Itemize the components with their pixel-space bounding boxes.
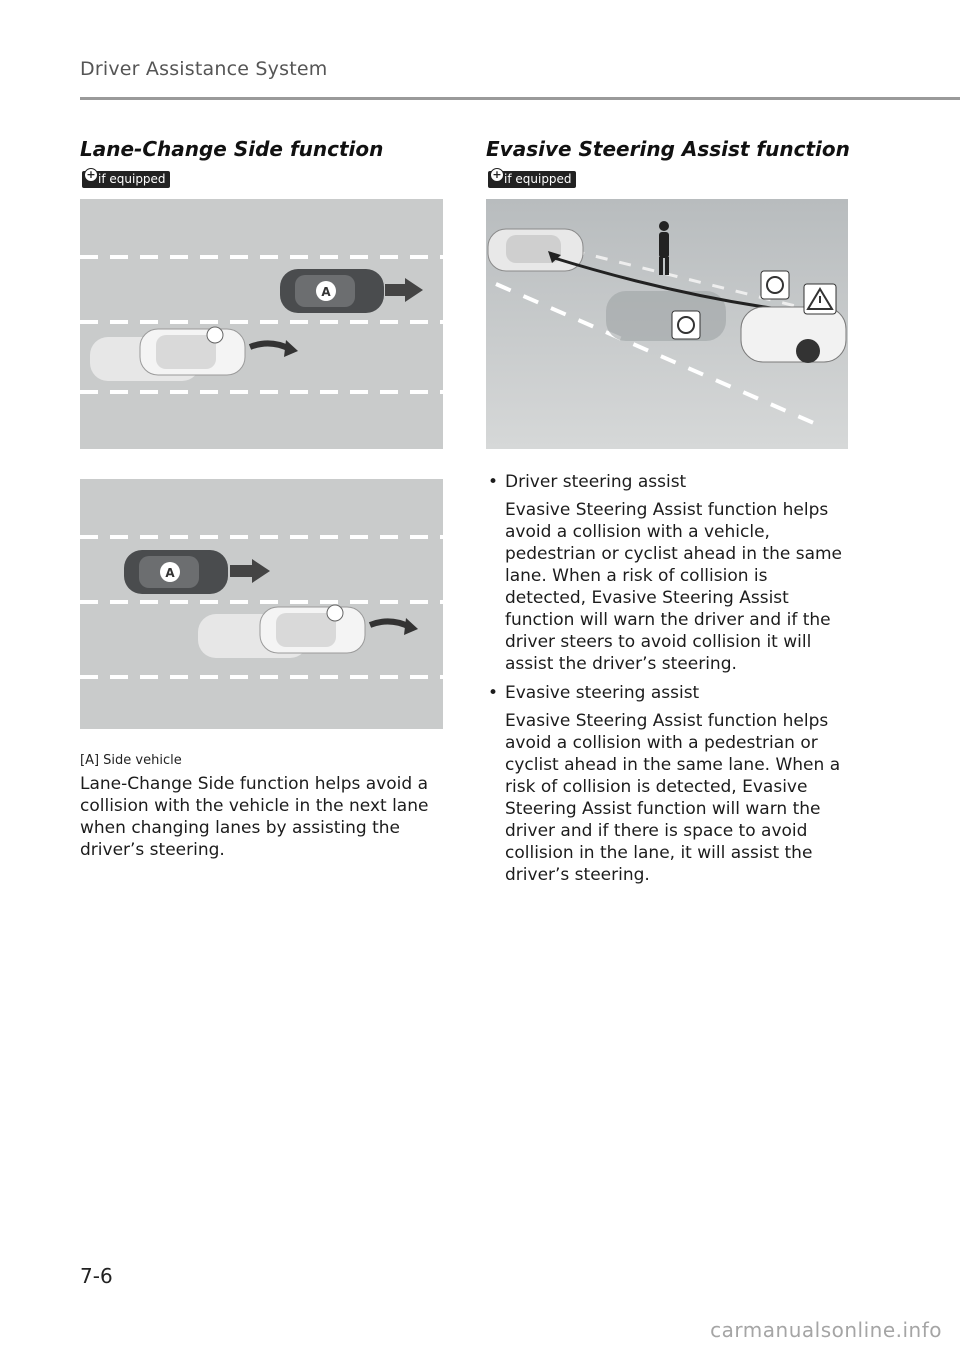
own-vehicle-car bbox=[741, 307, 846, 363]
lane-change-figure-top bbox=[80, 199, 443, 449]
evasive-steering-heading: Evasive Steering Assist function bbox=[486, 137, 850, 161]
bullet-driver-steering-assist bbox=[488, 471, 853, 675]
bullet-evasive-steering-assist bbox=[488, 682, 853, 886]
side-vehicle-car bbox=[280, 269, 384, 313]
figure-caption: [A] Side vehicle bbox=[80, 753, 182, 768]
running-header: Driver Assistance System bbox=[80, 58, 328, 80]
lane-change-illustration-1 bbox=[80, 199, 443, 449]
vehicle-label-a: A bbox=[321, 285, 331, 299]
side-vehicle-car bbox=[124, 550, 228, 594]
page-number: 7-6 bbox=[80, 1264, 113, 1288]
evasive-steering-figure bbox=[486, 199, 848, 449]
plus-icon: + bbox=[84, 168, 98, 182]
lane-change-figure-bottom bbox=[80, 479, 443, 729]
bullet-title: Evasive steering assist bbox=[505, 683, 700, 703]
lane-change-illustration-2 bbox=[80, 479, 443, 729]
lane-change-description: Lane-Change Side function helps avoid a collision with the vehicle in the next lane when changing lanes by assisting the driver’s steering. bbox=[80, 774, 429, 860]
bullet-dot-icon: • bbox=[488, 472, 499, 492]
evasive-steering-illustration bbox=[486, 199, 848, 449]
watermark: carmanualsonline.info bbox=[710, 1318, 942, 1342]
if-equipped-badge bbox=[488, 168, 576, 188]
warning-icon bbox=[804, 284, 836, 314]
lane-change-side-heading: Lane-Change Side function bbox=[80, 137, 384, 161]
steering-wheel-icon bbox=[672, 311, 700, 339]
bullet-title: Driver steering assist bbox=[505, 472, 687, 492]
own-vehicle-car bbox=[260, 605, 365, 653]
bullet-description: Evasive Steering Assist function helps avoid a collision with a vehicle, pedestrian or cyclist ahead in the same lane. When a risk of collision is detected, Evasive Steering Assist function will warn the driver and if the driver steers to avoid collision it will assist the driver’s steering. bbox=[505, 500, 843, 674]
bullet-description: Evasive Steering Assist function helps avoid a collision with a pedestrian or cyclist ahead in the same lane. When a risk of collision is detected, Evasive Steering Assist function will warn the driver and if there is space to avoid collision in the lane, it will assist the driver’s steering. bbox=[505, 711, 841, 885]
if-equipped-badge bbox=[82, 168, 170, 188]
if-equipped-label: if equipped bbox=[98, 172, 166, 186]
if-equipped-label: if equipped bbox=[504, 172, 572, 186]
plus-icon: + bbox=[490, 168, 504, 182]
parked-vehicle-car bbox=[488, 229, 583, 271]
steering-wheel-icon bbox=[761, 271, 789, 299]
bullet-dot-icon: • bbox=[488, 683, 499, 703]
vehicle-label-a: A bbox=[165, 566, 175, 580]
header-rule bbox=[80, 97, 960, 100]
own-vehicle-car bbox=[140, 327, 245, 375]
